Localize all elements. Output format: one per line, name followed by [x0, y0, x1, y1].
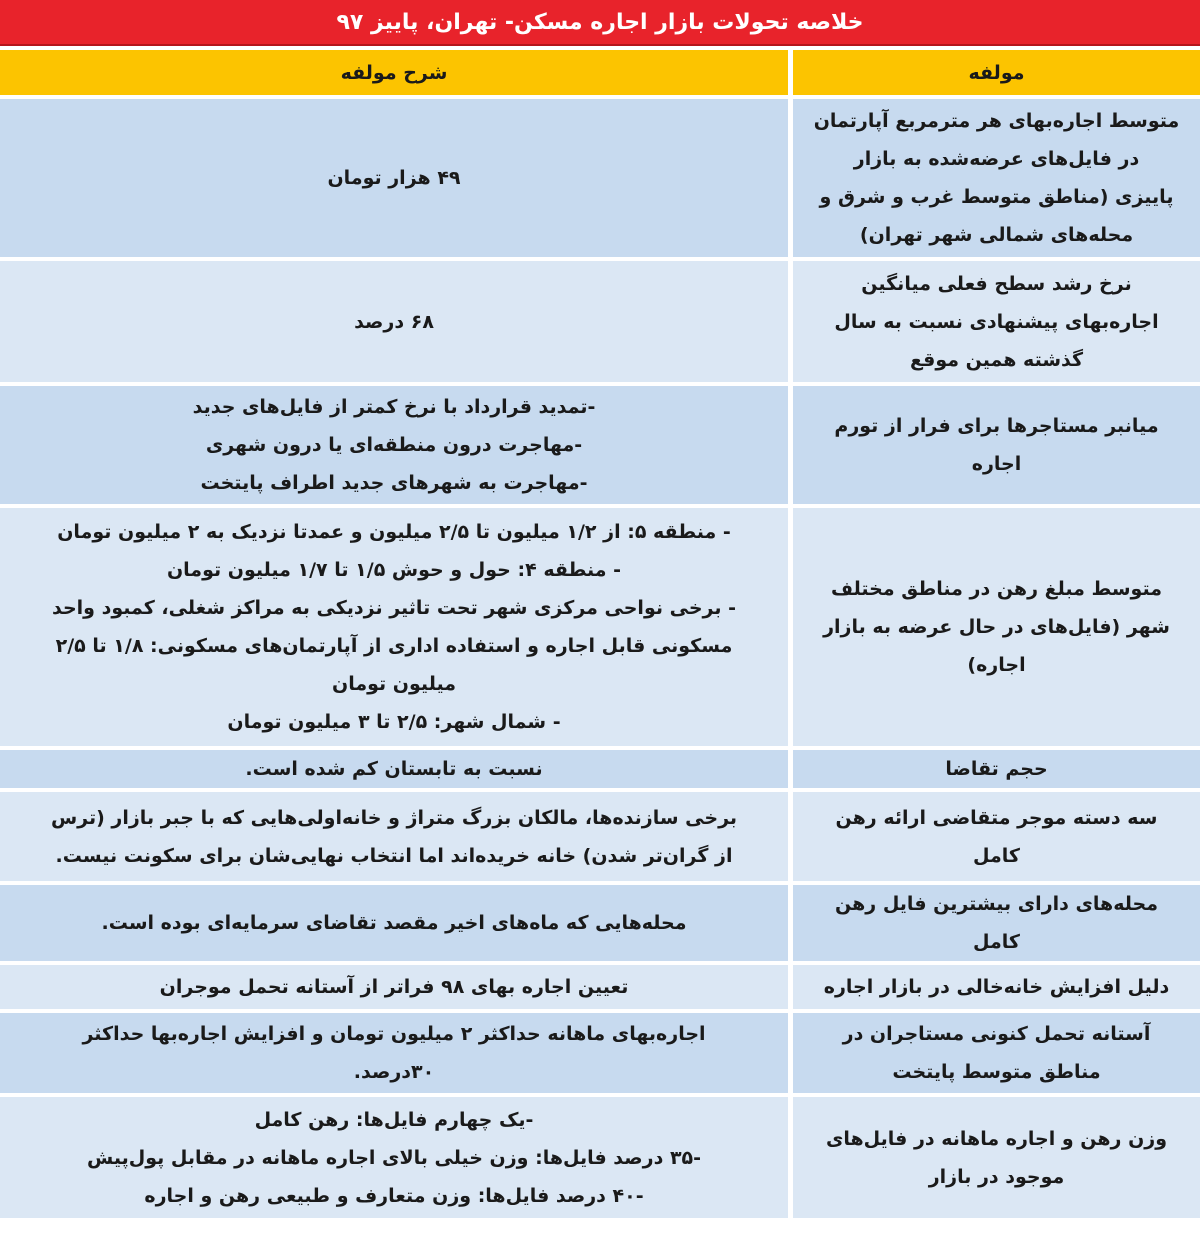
- component-line: در فایل‌های عرضه‌شده به بازار: [853, 148, 1140, 170]
- component-line: دلیل افزایش خانه‌خالی در بازار اجاره: [823, 976, 1170, 998]
- description-line: -مهاجرت به شهرهای جدید اطراف پایتخت: [200, 472, 588, 494]
- table-row: [0, 386, 1200, 508]
- component-line: اجاره: [971, 453, 1022, 475]
- table-row: [0, 885, 1200, 965]
- component-cell: [788, 1013, 1200, 1097]
- component-line: اجاره): [967, 654, 1026, 676]
- component-cell: [788, 99, 1200, 261]
- component-cell: [788, 508, 1200, 750]
- description-line: از گران‌تر شدن) خانه خریده‌اند اما انتخاب نهایی‌شان برای سکونت نیست.: [55, 844, 733, 867]
- description-line: میلیون تومان: [332, 673, 456, 695]
- table-row: [0, 750, 1200, 792]
- description-line: ۴۹ هزار تومان: [327, 167, 461, 189]
- component-line: نرخ رشد سطح فعلی میانگین: [861, 272, 1132, 295]
- description-cell: [0, 750, 788, 792]
- description-line: - منطقه ۴: حول و حوش ۱/۵ تا ۱/۷ میلیون تومان: [166, 559, 622, 581]
- component-line: کامل: [973, 931, 1020, 953]
- component-line: متوسط اجاره‌بهای هر مترمربع آپارتمان: [813, 110, 1180, 132]
- table-row: [0, 1013, 1200, 1097]
- description-cell: [0, 508, 788, 750]
- component-line: مناطق متوسط پایتخت: [892, 1061, 1101, 1083]
- header-description: شرح مولفه: [0, 50, 788, 99]
- component-line: محله‌های شمالی شهر تهران): [859, 224, 1134, 246]
- description-cell: [0, 261, 788, 386]
- table-header-row: [0, 50, 1200, 99]
- table-row: [0, 261, 1200, 386]
- component-line: وزن رهن و اجاره ماهانه در فایل‌های: [825, 1127, 1168, 1150]
- description-line: -۴۰ درصد فایل‌ها: وزن متعارف و طبیعی رهن و اجاره: [144, 1184, 644, 1207]
- component-line: اجاره‌بهای پیشنهادی نسبت به سال: [834, 310, 1159, 333]
- description-cell: [0, 1013, 788, 1097]
- rent-market-table: [0, 50, 1200, 1222]
- description-line: نسبت به تابستان کم شده است.: [245, 758, 543, 780]
- description-line: -تمدید قرارداد با نرخ کمتر از فایل‌های جدید: [192, 396, 596, 418]
- component-cell: [788, 965, 1200, 1013]
- component-line: کامل: [973, 844, 1020, 867]
- component-line: آستانه تحمل کنونی مستاجران در: [842, 1023, 1151, 1045]
- component-cell: [788, 386, 1200, 508]
- table-row: [0, 99, 1200, 261]
- component-cell: [788, 792, 1200, 885]
- component-line: شهر (فایل‌های در حال عرضه به بازار: [823, 616, 1170, 638]
- description-cell: [0, 99, 788, 261]
- description-line: ۶۸ درصد: [354, 310, 434, 333]
- description-cell: [0, 792, 788, 885]
- component-cell: [788, 1097, 1200, 1222]
- description-line: -یک چهارم فایل‌ها: رهن کامل: [254, 1108, 534, 1131]
- table-row: [0, 965, 1200, 1013]
- description-line: - منطقه ۵: از ۱/۲ میلیون تا ۲/۵ میلیون و عمدتا نزدیک به ۲ میلیون تومان: [57, 521, 731, 543]
- description-line: مسکونی قابل اجاره و استفاده اداری از آپارتمان‌های مسکونی: ۱/۸ تا ۲/۵: [55, 635, 733, 657]
- description-line: اجاره‌بهای ماهانه حداکثر ۲ میلیون تومان و افزایش اجاره‌بها حداکثر: [82, 1023, 706, 1045]
- description-cell: [0, 885, 788, 965]
- description-line: برخی سازنده‌ها، مالکان بزرگ متراژ و خانه‌اولی‌هایی که با جبر بازار (ترس: [50, 806, 738, 829]
- description-line: -۳۵ درصد فایل‌ها: وزن خیلی بالای اجاره ماهانه در مقابل پول‌پیش: [86, 1146, 702, 1169]
- component-line: موجود در بازار: [928, 1165, 1065, 1188]
- description-cell: [0, 965, 788, 1013]
- description-line: تعیین اجاره بهای ۹۸ فراتر از آستانه تحمل موجران: [159, 976, 629, 998]
- description-cell: [0, 1097, 788, 1222]
- component-line: محله‌های دارای بیشترین فایل رهن: [835, 893, 1158, 915]
- component-line: حجم تقاضا: [945, 758, 1048, 780]
- header-component: مولفه: [788, 50, 1200, 99]
- description-line: - برخی نواحی مرکزی شهر تحت تاثیر نزدیکی به مراکز شغلی، کمبود واحد: [52, 597, 736, 619]
- description-cell: [0, 386, 788, 508]
- component-cell: [788, 261, 1200, 386]
- component-cell: [788, 885, 1200, 965]
- table-title: خلاصه تحولات بازار اجاره مسکن- تهران، پاییز ۹۷: [0, 0, 1200, 46]
- component-cell: [788, 750, 1200, 792]
- component-line: متوسط مبلغ رهن در مناطق مختلف: [831, 578, 1162, 600]
- table-row: [0, 1097, 1200, 1222]
- description-line: ۳۰درصد.: [353, 1061, 435, 1083]
- component-line: پاییزی (مناطق متوسط غرب و شرق و: [819, 186, 1174, 208]
- component-line: گذشته همین موقع: [909, 348, 1084, 371]
- description-line: محله‌هایی که ماه‌های اخیر مقصد تقاضای سرمایه‌ای بوده است.: [101, 912, 687, 934]
- component-line: میانبر مستاجرها برای فرار از تورم: [834, 415, 1159, 437]
- table-row: [0, 792, 1200, 885]
- table-row: [0, 508, 1200, 750]
- description-line: - شمال شهر: ۲/۵ تا ۳ میلیون تومان: [227, 711, 561, 733]
- description-line: -مهاجرت درون منطقه‌ای یا درون شهری: [205, 434, 583, 456]
- component-line: سه دسته موجر متقاضی ارائه رهن: [835, 806, 1158, 829]
